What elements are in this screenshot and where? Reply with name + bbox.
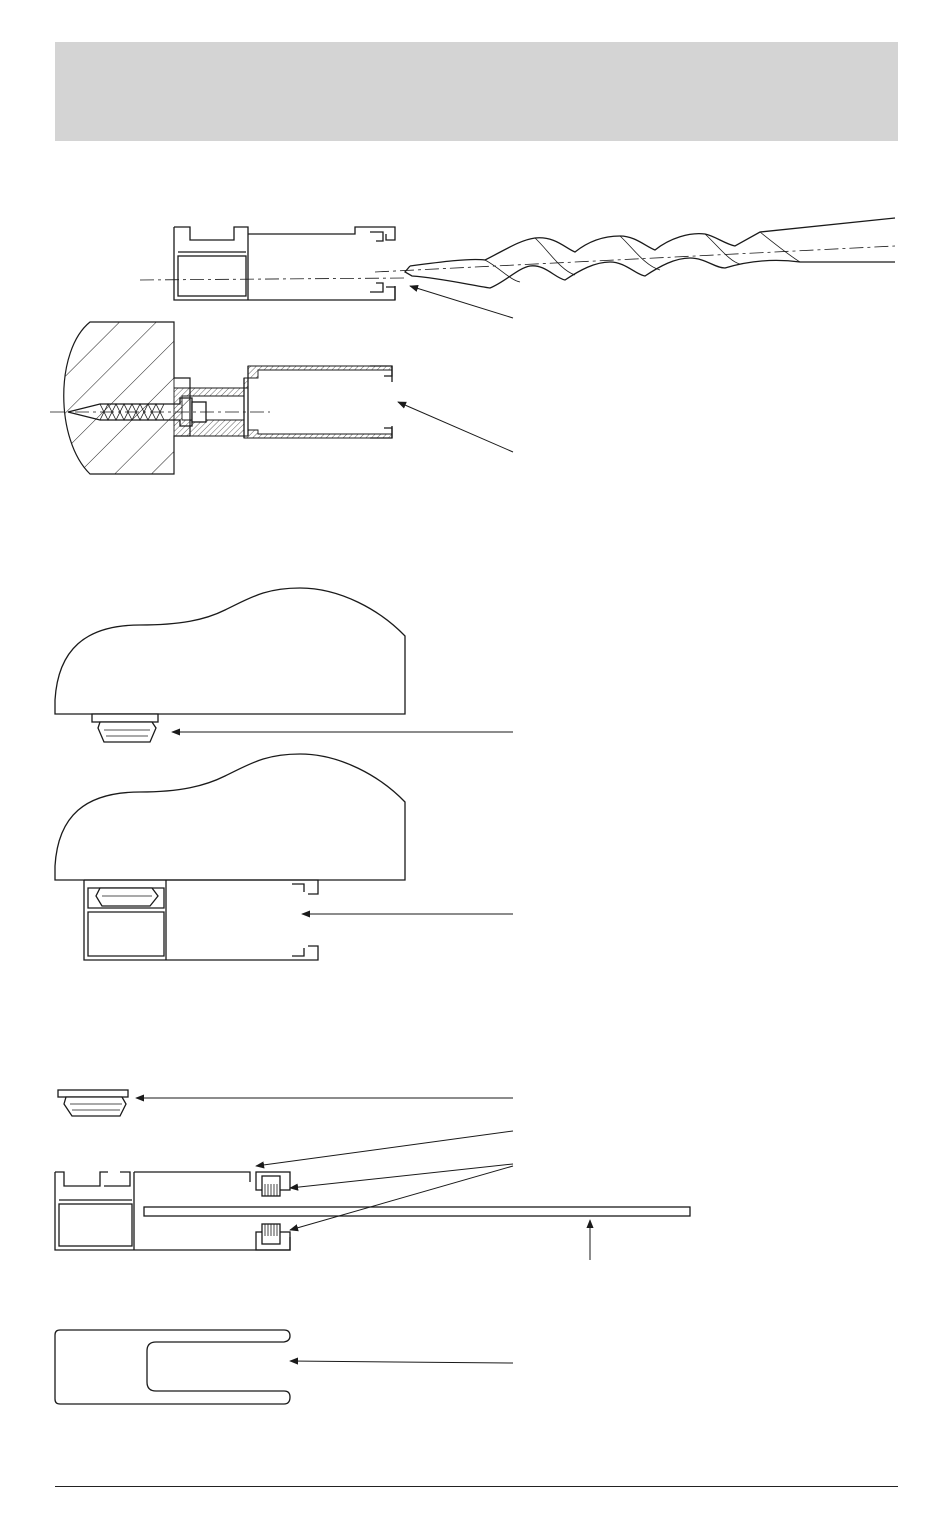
step-screw-to-wall	[50, 322, 513, 474]
glass-panel	[144, 1207, 690, 1216]
drill-bit	[375, 218, 895, 288]
profile-rail-top	[174, 227, 395, 300]
step-attach-rail	[55, 754, 513, 960]
u-spacer	[55, 1330, 290, 1404]
worktop-b	[55, 754, 405, 880]
footer-rule	[55, 1486, 898, 1487]
drill-axis	[140, 278, 405, 280]
leader-rail-section	[256, 1131, 513, 1166]
step-drill-profile	[140, 218, 895, 318]
leader-drill	[410, 286, 513, 318]
leader-spacer	[290, 1361, 513, 1363]
wall-section	[64, 322, 190, 474]
profile-rail-attached	[84, 880, 318, 960]
leader-screw	[398, 402, 513, 452]
step-spacer	[55, 1330, 513, 1404]
step-apply-adhesive-pad	[55, 588, 513, 742]
adhesive-pad-b	[58, 1090, 128, 1116]
seal-strip-top	[262, 1176, 280, 1196]
worktop-a	[55, 588, 405, 714]
step-components	[55, 1090, 690, 1260]
profile-rail-mounted	[174, 366, 392, 438]
adhesive-pad-a	[92, 714, 158, 742]
seal-strip-bottom	[262, 1224, 280, 1244]
